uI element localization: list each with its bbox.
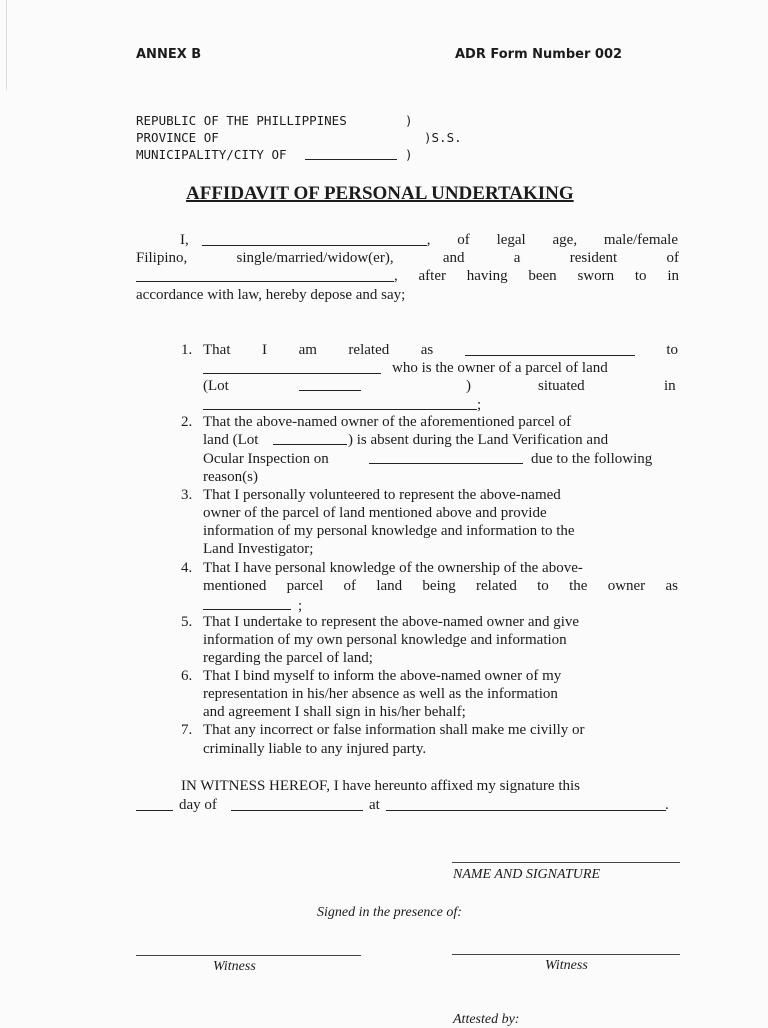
name-blank [202,232,427,246]
item-3-line-1: That I personally volunteered to represent the above-named [203,487,561,503]
day-of-label: day of [179,797,217,813]
lot-blank-2 [273,431,347,445]
venue-bracket-3: ) [405,147,413,162]
item-number-7: 7. [181,722,193,738]
item-5-line-2: information of my own personal knowledge and information [203,632,567,648]
item-5-line-3: regarding the parcel of land; [203,650,373,666]
lot-number-blank [299,377,361,391]
intro-line-4: accordance with law, hereby depose and say; [136,287,406,303]
item-5-line-1: That I undertake to represent the above-named owner and give [203,614,580,630]
item-number-4: 4. [181,560,193,576]
witness-line-1: IN WITNESS HEREOF, I have hereunto affixed my signature this [181,778,581,794]
intro-word: and [442,250,465,266]
intro-word: of [457,232,470,248]
intro-word: of [666,250,679,266]
item-word: as [420,342,434,358]
item-word: of [343,578,357,594]
relation-blank-2 [203,596,291,610]
item-word: owner [607,578,646,594]
item-6-line-3: and agreement I shall sign in his/her behalf; [203,704,466,720]
item-word: I [262,342,268,358]
intro-word: after [418,268,446,284]
item-2-line-4: reason(s) [203,469,258,485]
intro-word: single/married/widow(er), [236,250,394,266]
item-3-line-4: Land Investigator; [203,541,314,557]
item-7-line-2: criminally liable to any injured party. [203,741,427,757]
item-1-lot-label: (Lot [203,378,229,394]
item-number-1: 1. [181,342,193,358]
at-label: at [369,797,380,813]
item-number-6: 6. [181,668,193,684]
item-word: parcel [286,578,324,594]
venue-republic: REPUBLIC OF THE PHILLIPPINES [136,113,347,128]
item-2-line-2a: land (Lot [203,432,259,448]
item-1-lot-close: ) [466,378,471,394]
item-word: am [298,342,317,358]
day-blank [136,797,173,811]
item-word: land [376,578,403,594]
item-6-line-1: That I bind myself to inform the above-named owner of my [203,668,562,684]
item-4-line-2 [203,578,678,595]
name-and-signature-label: NAME AND SIGNATURE [453,867,600,882]
item-word: to [537,578,549,594]
item-3-line-3: information of my personal knowledge and information to the [203,523,575,539]
annex-label: ANNEX B [136,47,202,62]
item-number-2: 2. [181,414,193,430]
intro-word: a [513,250,521,266]
item-1-line-2: who is the owner of a parcel of land [392,360,608,376]
intro-word: legal [496,232,526,248]
venue-ss: )S.S. [424,130,462,145]
witness-right-label: Witness [545,958,588,973]
intro-line-1 [180,232,678,249]
municipality-blank [305,146,397,160]
witness-right-line [452,954,680,955]
intro-word: I, [180,232,189,248]
venue-bracket-1: ) [405,113,413,128]
intro-word: having [466,268,508,284]
affiant-signature-line [452,862,680,863]
inspection-date-blank [369,450,523,464]
witness-left-line [136,955,361,956]
place-blank [386,797,666,811]
document-title: AFFIDAVIT OF PERSONAL UNDERTAKING [186,183,574,204]
item-2-line-2b: ) is absent during the Land Verification and [348,432,609,448]
item-word: related [348,342,390,358]
item-1-situated: situated [538,378,585,394]
signed-in-presence-label: Signed in the presence of: [317,905,462,920]
intro-line-3 [136,268,679,285]
item-word: to [666,342,678,358]
item-word: That [203,342,231,358]
location-blank [203,396,477,410]
item-number-5: 5. [181,614,193,630]
intro-word: , [426,232,431,248]
item-2-line-3b: due to the following [531,451,653,467]
intro-word: sworn [577,268,615,284]
intro-word: to [634,268,647,284]
item-4-end: ; [298,598,303,614]
item-6-line-2: representation in his/her absence as well as the information [203,686,558,702]
item-word: the [569,578,588,594]
item-word: being [422,578,456,594]
item-word: mentioned [203,578,267,594]
residence-blank [136,268,394,282]
intro-word: Filipino, [136,250,188,266]
attested-by-label: Attested by: [453,1012,520,1027]
month-blank [231,797,363,811]
item-1-in: in [664,378,676,394]
page-edge-shadow [6,0,7,90]
item-2-line-3a: Ocular Inspection on [203,451,329,467]
intro-word: in [667,268,679,284]
item-7-line-1: That any incorrect or false information shall make me civilly or [203,722,585,738]
form-number: ADR Form Number 002 [455,47,623,62]
intro-word: male/female [603,232,678,248]
item-1-line-1 [203,342,678,359]
item-3-line-2: owner of the parcel of land mentioned above and provide [203,505,547,521]
item-1-end: ; [477,397,482,413]
intro-line-2 [136,250,679,267]
witness-left-label: Witness [213,959,256,974]
relation-blank [465,342,635,356]
item-word: related [476,578,517,594]
item-4-line-1: That I have personal knowledge of the ownership of the above- [203,560,583,576]
intro-word: age, [552,232,578,248]
item-2-line-1: That the above-named owner of the aforementioned parcel of [203,414,572,430]
venue-municipality: MUNICIPALITY/CITY OF [136,147,287,162]
intro-word: resident [569,250,618,266]
intro-word: , [394,268,398,284]
item-word: as [665,578,678,594]
intro-word: been [528,268,557,284]
item-number-3: 3. [181,487,193,503]
owner-name-blank [203,360,381,374]
witness-end: . [665,797,669,813]
venue-province: PROVINCE OF [136,130,219,145]
